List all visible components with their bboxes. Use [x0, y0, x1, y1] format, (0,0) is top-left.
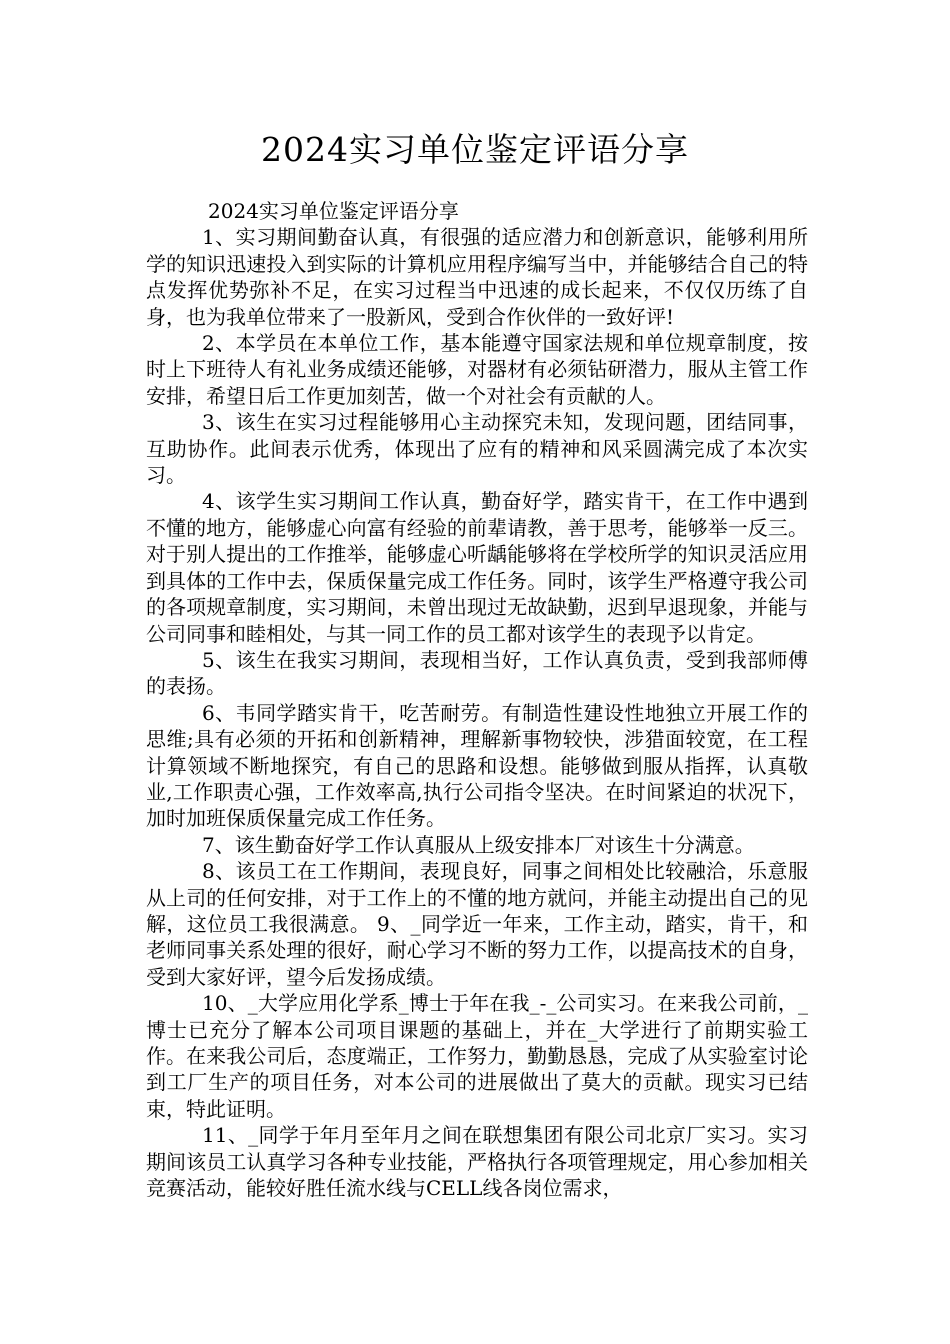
paragraph-9: 10、_大学应用化学系_博士于年在我_-_公司实习。在来我公司前，_博士已充分了解本公司项目课题的基础上，并在_大学进行了前期实验工作。在来我公司后，态度端正，工作努力，勤勤恳恳，完成了从实验室讨论到工厂生产的项目任务，对本公司的进展做出了莫大的贡献。现实习已结束，特此证明。 [146, 991, 808, 1121]
document-body [146, 198, 808, 1201]
paragraph-1: 1、实习期间勤奋认真，有很强的适应潜力和创新意识，能够利用所学的知识迅速投入到实际的计算机应用程序编写当中，并能够结合自己的特点发挥优势弥补不足，在实习过程当中迅速的成长起来，不仅仅历练了自身，也为我单位带来了一股新风，受到合作伙伴的一致好评! [146, 225, 808, 329]
paragraph-4: 4、该学生实习期间工作认真，勤奋好学，踏实肯干，在工作中遇到不懂的地方，能够虚心向富有经验的前辈请教，善于思考，能够举一反三。对于别人提出的工作推举，能够虚心听龋能够将在学校所学的知识灵活应用到具体的工作中去，保质保量完成工作任务。同时，该学生严格遵守我公司的各项规章制度，实习期间，未曾出现过无故缺勤，迟到早退现象，并能与公司同事和睦相处，与其一同工作的员工都对该学生的表现予以肯定。 [146, 489, 808, 646]
document-title: 2024实习单位鉴定评语分享 [261, 130, 689, 169]
paragraph-7: 7、该生勤奋好学工作认真服从上级安排本厂对该生十分满意。 [202, 832, 755, 857]
paragraph-6: 6、韦同学踏实肯干，吃苦耐劳。有制造性建设性地独立开展工作的思维;具有必须的开拓和创新精神，理解新事物较快，涉猎面较宽，在工程计算领域不断地探究，有自己的思路和设想。能够做到服从指挥，认真敬业,工作职责心强，工作效率高,执行公司指令坚决。在时间紧迫的状况下，加时加班保质保量完成工作任务。 [146, 700, 808, 831]
paragraph-5: 5、该生在我实习期间，表现相当好，工作认真负责，受到我部师傅的表扬。 [146, 647, 808, 699]
paragraph-3: 3、该生在实习过程能够用心主动探究未知，发现问题，团结同事，互助协作。此间表示优秀，体现出了应有的精神和风采圆满完成了本次实习。 [146, 410, 808, 488]
paragraph-8: 8、该员工在工作期间，表现良好，同事之间相处比较融洽，乐意服从上司的任何安排，对于工作上的不懂的地方就问，并能主动提出自己的见解，这位员工我很满意。 9、_同学近一年来，工作主动，踏实，肯干，和老师同事关系处理的很好，耐心学习不断的努力工作，以提高技术的自身，受到大家好评，望今后发扬成绩。 [146, 859, 808, 989]
paragraph-2: 2、本学员在本单位工作，基本能遵守国家法规和单位规章制度，按时上下班待人有礼业务成绩还能够，对器材有必须钻研潜力，服从主管工作安排，希望日后工作更加刻苦，做一个对社会有贡献的人。 [146, 331, 808, 408]
paragraph-10: 11、_同学于年月至年月之间在联想集团有限公司北京厂实习。实习期间该员工认真学习各种专业技能，严格执行各项管理规定，用心参加相关竞赛活动，能较好胜任流水线与CELL线各岗位需求， [146, 1123, 808, 1201]
document-subtitle: 2024实习单位鉴定评语分享 [208, 199, 459, 223]
